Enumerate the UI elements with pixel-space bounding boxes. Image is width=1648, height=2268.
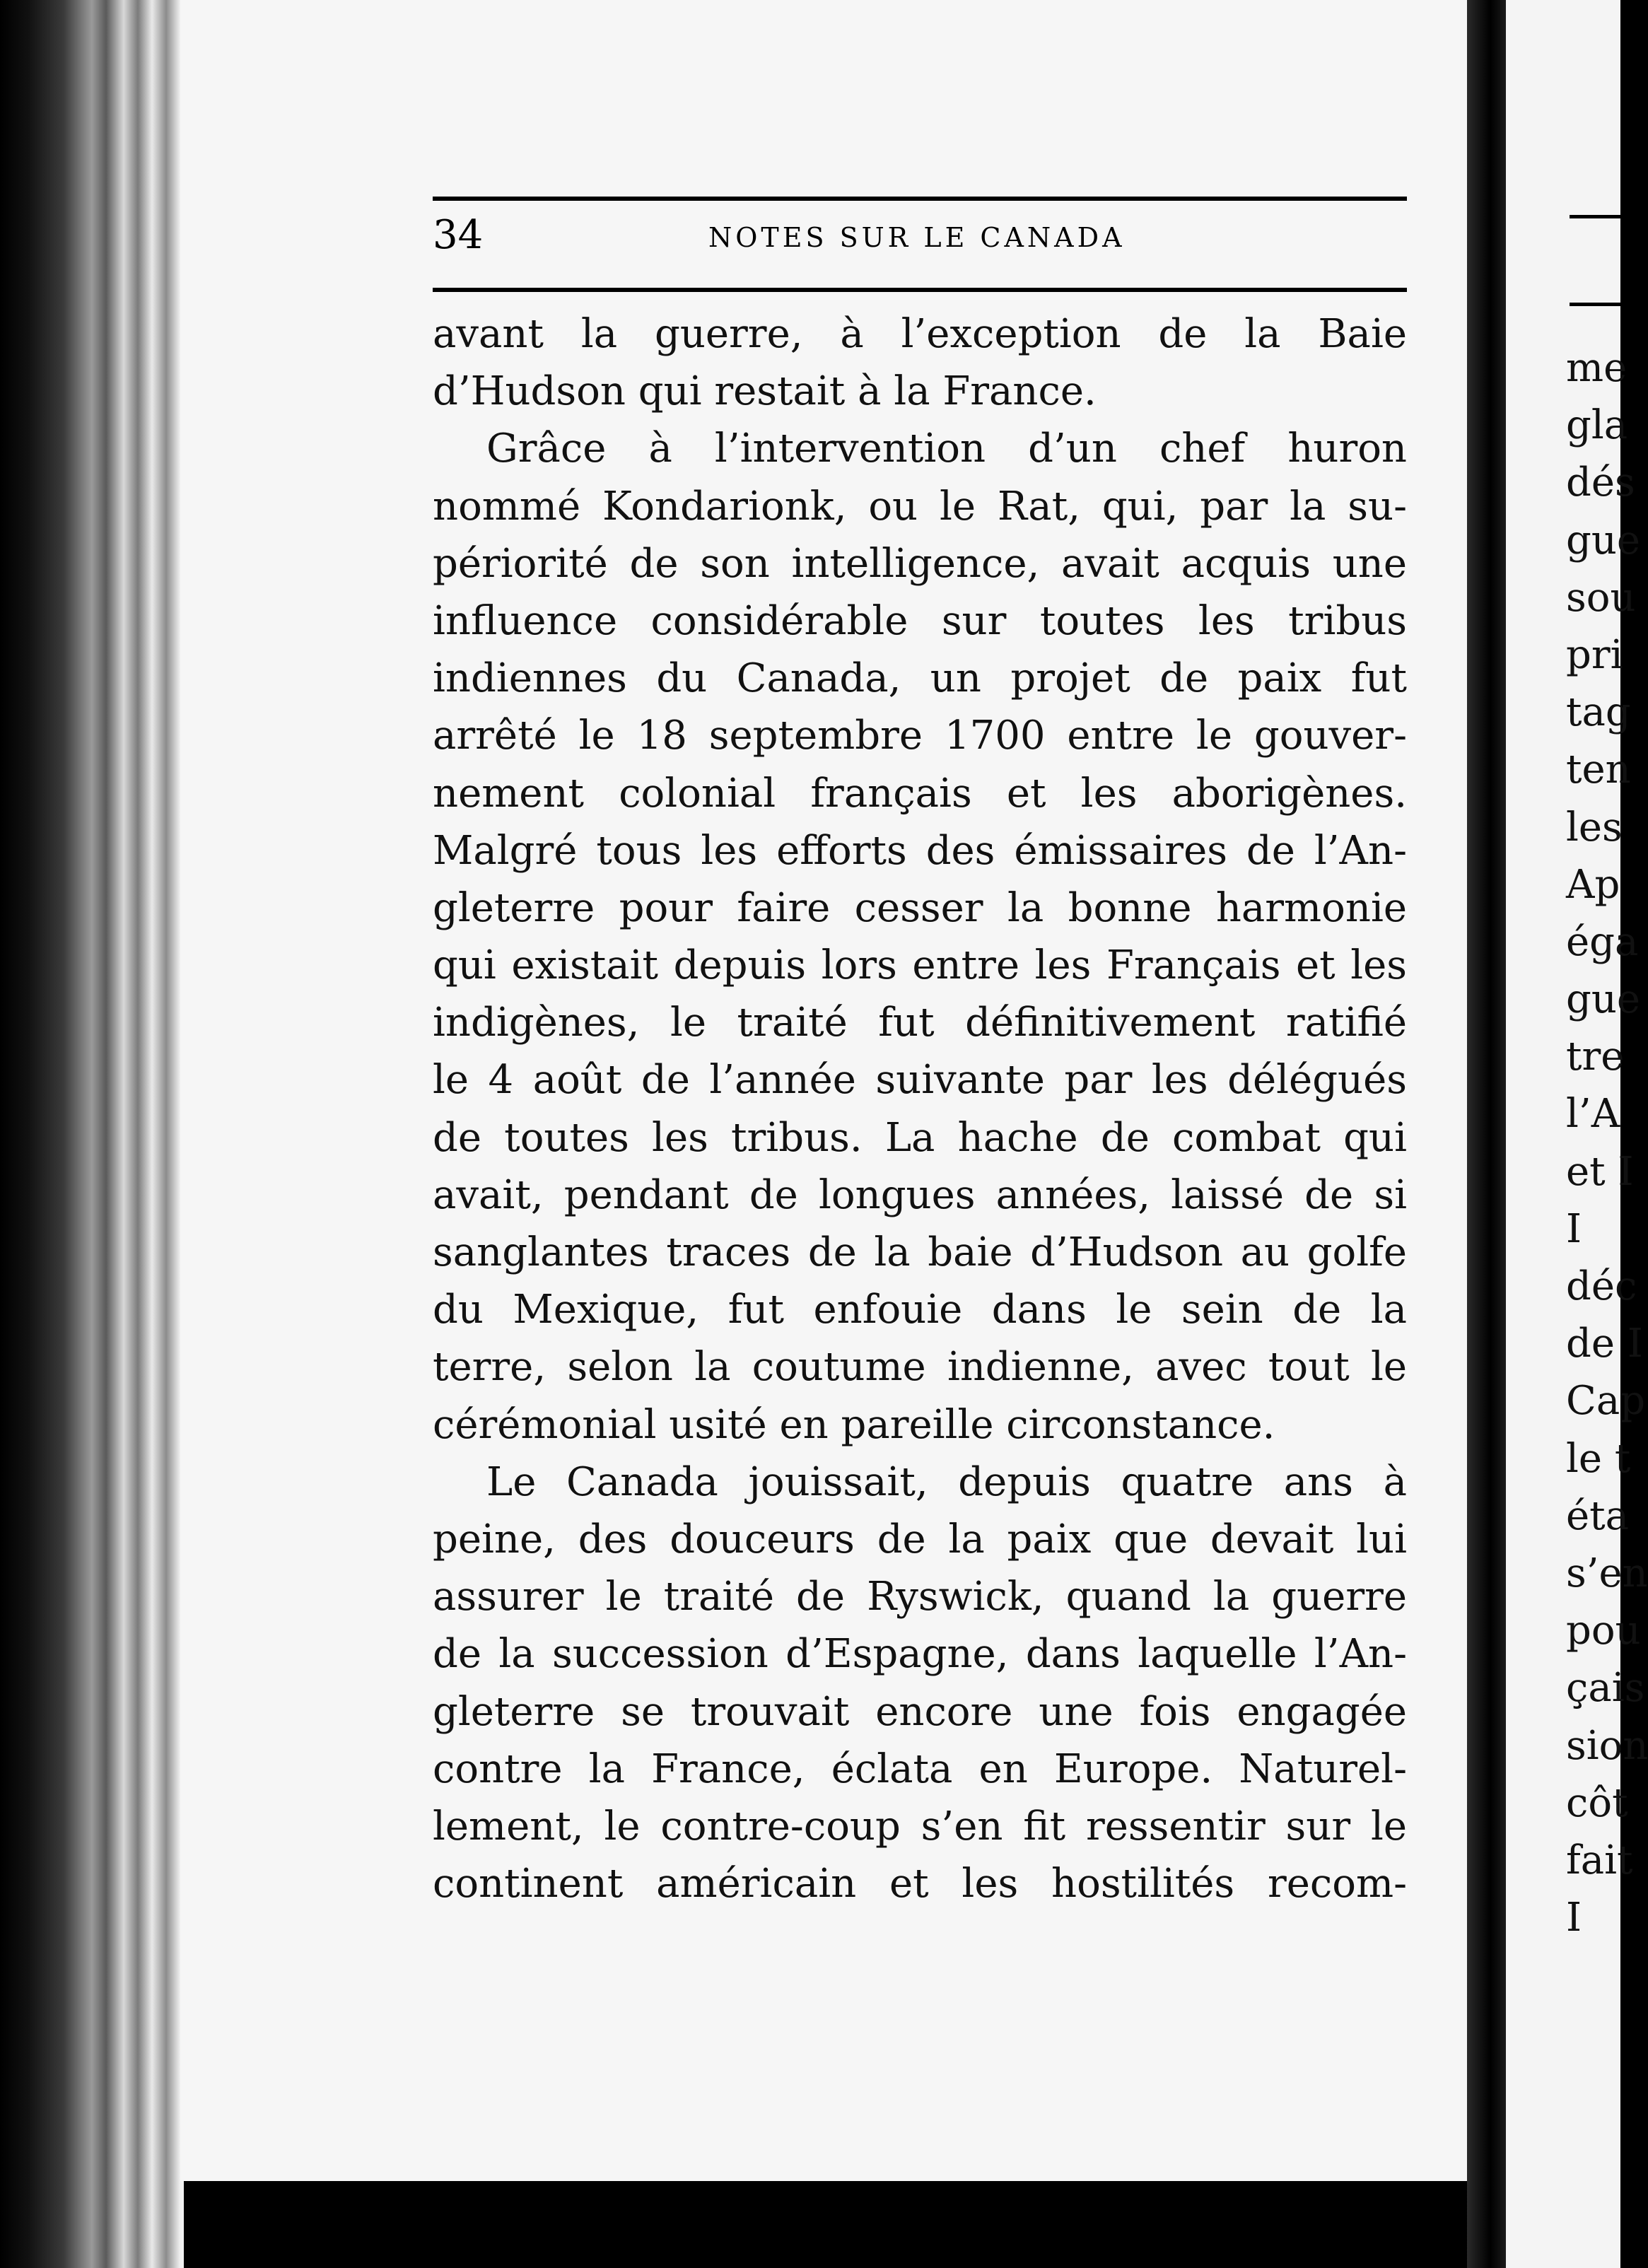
text-line: Grâce à l’intervention d’un chef huron bbox=[486, 426, 1407, 472]
facing-line-fragment: ten bbox=[1566, 747, 1631, 793]
text-line: indigènes, le traité fut définitivement ratifié bbox=[433, 1000, 1407, 1046]
text-line: de la succession d’Espagne, dans laquelle l’An- bbox=[433, 1631, 1407, 1678]
text-line: de toutes les tribus. La hache de combat qui bbox=[433, 1114, 1407, 1161]
text-line: le 4 août de l’année suivante par les délégués bbox=[433, 1057, 1407, 1104]
facing-line-fragment: tre bbox=[1566, 1034, 1625, 1080]
text-line: d’Hudson qui restait à la France. bbox=[433, 368, 1097, 415]
stacked-page-edges bbox=[0, 0, 184, 2268]
facing-line-fragment: côt bbox=[1566, 1779, 1628, 1826]
text-line: terre, selon la coutume indienne, avec tout le bbox=[433, 1344, 1407, 1391]
text-line: avait, pendant de longues années, laissé de si bbox=[433, 1171, 1407, 1218]
facing-line-fragment: fait bbox=[1566, 1837, 1633, 1883]
text-line: avant la guerre, à l’exception de la Baie bbox=[433, 311, 1407, 357]
facing-line-fragment: çais bbox=[1566, 1665, 1645, 1712]
facing-line-fragment: gue bbox=[1566, 976, 1641, 1023]
text-line: assurer le traité de Ryswick, quand la guerre bbox=[433, 1574, 1407, 1620]
facing-line-fragment: le t bbox=[1566, 1435, 1631, 1482]
text-line: continent américain et les hostilités recom- bbox=[433, 1861, 1407, 1907]
text-line: Malgré tous les efforts des émissaires de l’An- bbox=[433, 827, 1407, 874]
facing-line-fragment: l’A bbox=[1566, 1091, 1620, 1138]
facing-line-fragment: éga bbox=[1566, 918, 1639, 965]
facing-line-fragment: Cap bbox=[1566, 1378, 1646, 1425]
facing-line-fragment: Ap bbox=[1566, 861, 1620, 908]
facing-page-text bbox=[1566, 339, 1648, 1946]
text-line: influence considérable sur toutes les tribus bbox=[433, 597, 1407, 644]
facing-header-rule-bottom bbox=[1570, 303, 1626, 306]
body-text bbox=[433, 305, 1407, 1912]
header-rule-top bbox=[433, 197, 1407, 201]
facing-line-fragment: sion bbox=[1566, 1722, 1648, 1769]
text-line: périorité de son intelligence, avait acquis une bbox=[433, 540, 1407, 587]
facing-line-fragment: gla bbox=[1566, 402, 1628, 449]
text-line: cérémonial usité en pareille circonstance. bbox=[433, 1401, 1275, 1448]
page-number: 34 bbox=[433, 212, 484, 258]
text-line: sanglantes traces de la baie d’Hudson au golfe bbox=[433, 1229, 1407, 1275]
facing-line-fragment: tag bbox=[1566, 689, 1631, 736]
facing-line-fragment: s’en bbox=[1566, 1550, 1648, 1596]
facing-line-fragment: de I bbox=[1566, 1321, 1643, 1367]
facing-line-fragment: I bbox=[1566, 1205, 1582, 1252]
facing-line-fragment: les bbox=[1566, 804, 1623, 850]
facing-line-fragment: et I bbox=[1566, 1148, 1634, 1195]
text-line: lement, le contre-coup s’en fit ressentir sur le bbox=[433, 1803, 1407, 1849]
facing-line-fragment: me bbox=[1566, 345, 1627, 391]
facing-line-fragment: gue bbox=[1566, 517, 1641, 563]
facing-line-fragment: déc bbox=[1566, 1263, 1637, 1309]
text-line: gleterre pour faire cesser la bonne harmonie bbox=[433, 884, 1407, 931]
text-line: nement colonial français et les aborigènes. bbox=[433, 770, 1407, 817]
header-rule-bottom bbox=[433, 288, 1407, 292]
facing-line-fragment: pou bbox=[1566, 1608, 1641, 1654]
text-line: gleterre se trouvait encore une fois engagée bbox=[433, 1688, 1407, 1735]
facing-header-rule-top bbox=[1570, 215, 1626, 218]
text-line: contre la France, éclata en Europe. Naturel- bbox=[433, 1746, 1407, 1792]
book-gutter bbox=[1467, 0, 1506, 2268]
facing-line-fragment: éta bbox=[1566, 1492, 1630, 1539]
text-line: indiennes du Canada, un projet de paix fut bbox=[433, 655, 1407, 702]
text-line: Le Canada jouissait, depuis quatre ans à bbox=[486, 1459, 1407, 1505]
running-title: NOTES SUR LE CANADA bbox=[708, 222, 1126, 253]
running-header bbox=[433, 212, 1407, 269]
text-line: nommé Kondarionk, ou le Rat, qui, par la su- bbox=[433, 483, 1407, 530]
text-line: du Mexique, fut enfouie dans le sein de la bbox=[433, 1287, 1407, 1333]
facing-line-fragment: pri bbox=[1566, 631, 1623, 678]
text-line: peine, des douceurs de la paix que devait lui bbox=[433, 1516, 1407, 1562]
text-line: arrêté le 18 septembre 1700 entre le gouver- bbox=[433, 713, 1407, 759]
facing-line-fragment: dés bbox=[1566, 460, 1635, 506]
facing-line-fragment: I bbox=[1566, 1895, 1582, 1941]
facing-line-fragment: sou bbox=[1566, 574, 1636, 621]
text-line: qui existait depuis lors entre les Français et les bbox=[433, 942, 1407, 989]
